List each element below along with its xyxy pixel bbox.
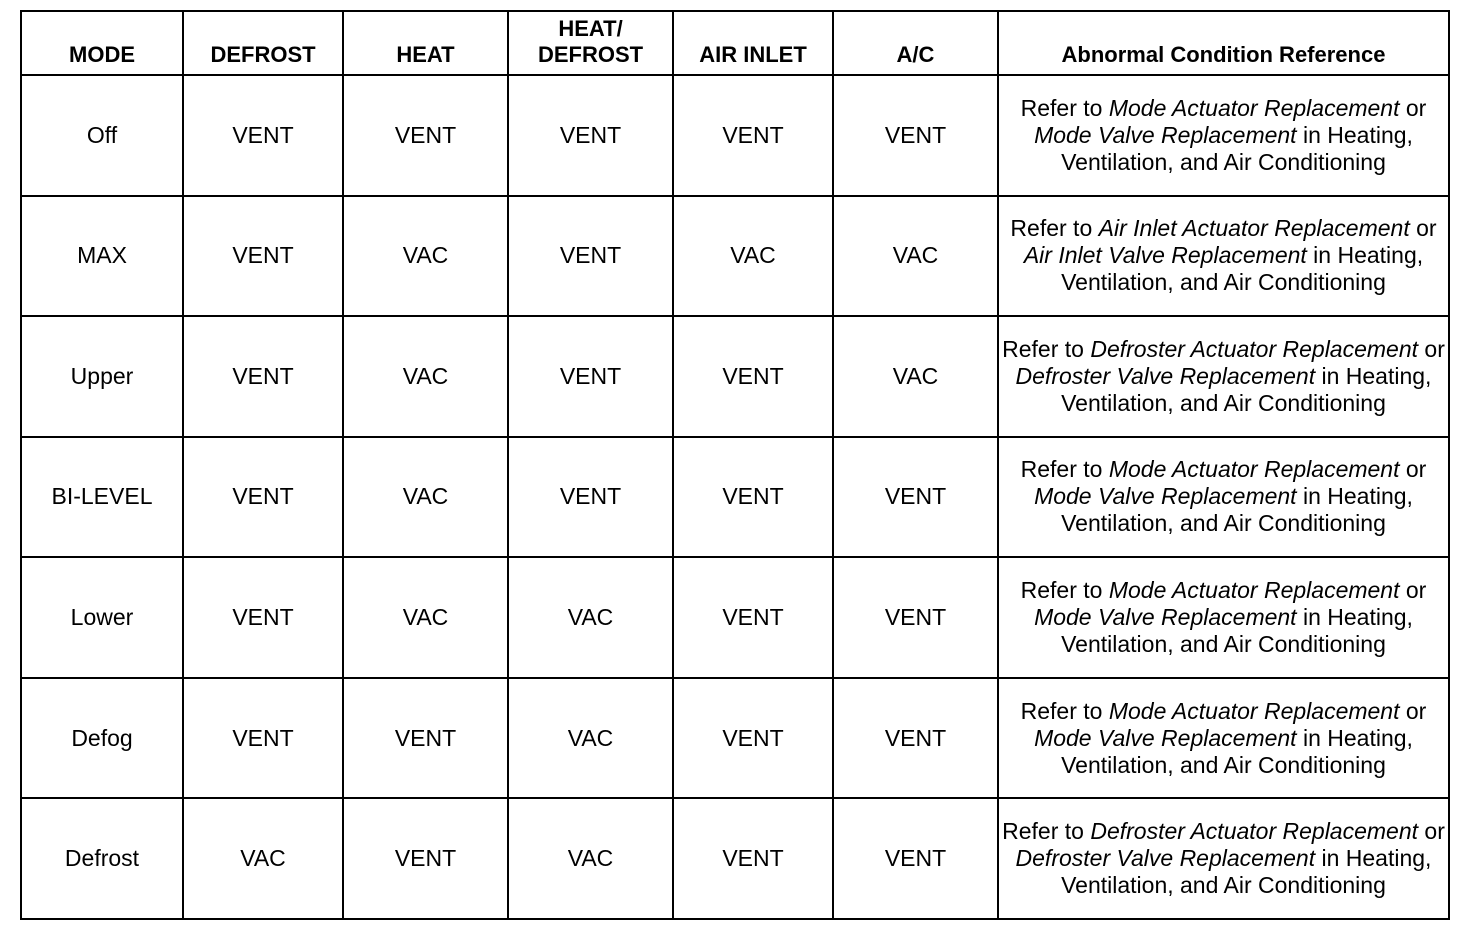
cell-heat: VENT: [343, 678, 508, 799]
reference-procedure-2: Mode Valve Replacement: [1034, 121, 1297, 148]
header-heat: HEAT: [343, 11, 508, 75]
cell-mode: Defrost: [21, 798, 183, 919]
header-mode: MODE: [21, 11, 183, 75]
cell-ac: VENT: [833, 437, 998, 558]
cell-heat: VENT: [343, 798, 508, 919]
reference-procedure-1: Air Inlet Actuator Replacement: [1098, 215, 1410, 242]
cell-reference: [998, 678, 1449, 799]
cell-ac: VAC: [833, 196, 998, 317]
cell-mode: Upper: [21, 316, 183, 437]
reference-procedure-1: Defroster Actuator Replacement: [1090, 335, 1419, 362]
table-row: [21, 75, 1449, 196]
cell-ac: VENT: [833, 798, 998, 919]
reference-mid: or: [1399, 456, 1427, 483]
cell-reference: [998, 437, 1449, 558]
reference-post: in Heating, Ventilation, and Air Conditioning: [1061, 724, 1413, 778]
cell-mode: Defog: [21, 678, 183, 799]
cell-air-inlet: VENT: [673, 437, 833, 558]
cell-heat-defrost: VENT: [508, 75, 673, 196]
reference-post: in Heating, Ventilation, and Air Conditioning: [1061, 362, 1432, 416]
reference-procedure-1: Mode Actuator Replacement: [1108, 577, 1400, 604]
reference-procedure-1: Mode Actuator Replacement: [1108, 697, 1400, 724]
reference-mid: or: [1399, 697, 1427, 724]
cell-heat-defrost: VAC: [508, 557, 673, 678]
cell-mode: MAX: [21, 196, 183, 317]
reference-procedure-2: Mode Valve Replacement: [1034, 483, 1297, 510]
header-heat-defrost-line1: HEAT/: [558, 16, 623, 41]
cell-defrost: VAC: [183, 798, 343, 919]
reference-post: in Heating, Ventilation, and Air Conditioning: [1061, 242, 1424, 296]
cell-defrost: VENT: [183, 75, 343, 196]
reference-procedure-1: Mode Actuator Replacement: [1108, 456, 1400, 483]
cell-ac: VENT: [833, 557, 998, 678]
reference-mid: or: [1418, 818, 1445, 845]
cell-heat: VAC: [343, 557, 508, 678]
cell-defrost: VENT: [183, 678, 343, 799]
reference-procedure-1: Mode Actuator Replacement: [1108, 94, 1400, 121]
table-row: [21, 678, 1449, 799]
cell-heat-defrost: VAC: [508, 798, 673, 919]
cell-defrost: VENT: [183, 557, 343, 678]
header-ac: A/C: [833, 11, 998, 75]
mode-valve-table: [20, 10, 1450, 920]
reference-procedure-2: Defroster Valve Replacement: [1015, 362, 1316, 389]
cell-heat-defrost: VAC: [508, 678, 673, 799]
reference-post: in Heating, Ventilation, and Air Conditioning: [1061, 121, 1413, 175]
reference-post: in Heating, Ventilation, and Air Conditioning: [1061, 604, 1413, 658]
cell-air-inlet: VENT: [673, 557, 833, 678]
reference-procedure-1: Defroster Actuator Replacement: [1090, 818, 1419, 845]
cell-air-inlet: VENT: [673, 75, 833, 196]
reference-procedure-2: Mode Valve Replacement: [1034, 724, 1297, 751]
cell-heat-defrost: VENT: [508, 437, 673, 558]
header-row: [21, 11, 1449, 75]
reference-procedure-2: Air Inlet Valve Replacement: [1023, 242, 1307, 269]
cell-heat-defrost: VENT: [508, 316, 673, 437]
cell-reference: [998, 196, 1449, 317]
cell-mode: Off: [21, 75, 183, 196]
cell-ac: VENT: [833, 678, 998, 799]
cell-reference: [998, 557, 1449, 678]
reference-mid: or: [1399, 577, 1427, 604]
cell-defrost: VENT: [183, 437, 343, 558]
reference-post: in Heating, Ventilation, and Air Conditioning: [1061, 845, 1432, 899]
reference-pre: Refer to: [1020, 94, 1109, 121]
reference-mid: or: [1418, 335, 1445, 362]
cell-mode: BI-LEVEL: [21, 437, 183, 558]
table-row: [21, 557, 1449, 678]
cell-heat: VENT: [343, 75, 508, 196]
cell-defrost: VENT: [183, 316, 343, 437]
header-heat-defrost: [508, 11, 673, 75]
reference-procedure-2: Defroster Valve Replacement: [1015, 845, 1316, 872]
cell-reference: [998, 75, 1449, 196]
cell-ac: VAC: [833, 316, 998, 437]
header-reference: Abnormal Condition Reference: [998, 11, 1449, 75]
reference-procedure-2: Mode Valve Replacement: [1034, 604, 1297, 631]
cell-air-inlet: VENT: [673, 678, 833, 799]
cell-defrost: VENT: [183, 196, 343, 317]
reference-post: in Heating, Ventilation, and Air Conditioning: [1061, 483, 1413, 537]
reference-mid: or: [1409, 215, 1437, 242]
cell-heat-defrost: VENT: [508, 196, 673, 317]
cell-air-inlet: VAC: [673, 196, 833, 317]
header-air-inlet: AIR INLET: [673, 11, 833, 75]
table-row: [21, 798, 1449, 919]
cell-ac: VENT: [833, 75, 998, 196]
table-row: [21, 437, 1449, 558]
table-row: [21, 316, 1449, 437]
reference-pre: Refer to: [1002, 335, 1091, 362]
cell-heat: VAC: [343, 196, 508, 317]
reference-pre: Refer to: [1002, 818, 1091, 845]
cell-heat: VAC: [343, 316, 508, 437]
cell-heat: VAC: [343, 437, 508, 558]
table-row: [21, 196, 1449, 317]
cell-air-inlet: VENT: [673, 798, 833, 919]
reference-pre: Refer to: [1020, 456, 1109, 483]
reference-pre: Refer to: [1020, 697, 1109, 724]
cell-air-inlet: VENT: [673, 316, 833, 437]
cell-mode: Lower: [21, 557, 183, 678]
cell-reference: [998, 316, 1449, 437]
header-heat-defrost-line2: DEFROST: [537, 42, 644, 67]
header-defrost: DEFROST: [183, 11, 343, 75]
reference-pre: Refer to: [1010, 215, 1099, 242]
cell-reference: [998, 798, 1449, 919]
reference-mid: or: [1399, 94, 1427, 121]
reference-pre: Refer to: [1020, 577, 1109, 604]
